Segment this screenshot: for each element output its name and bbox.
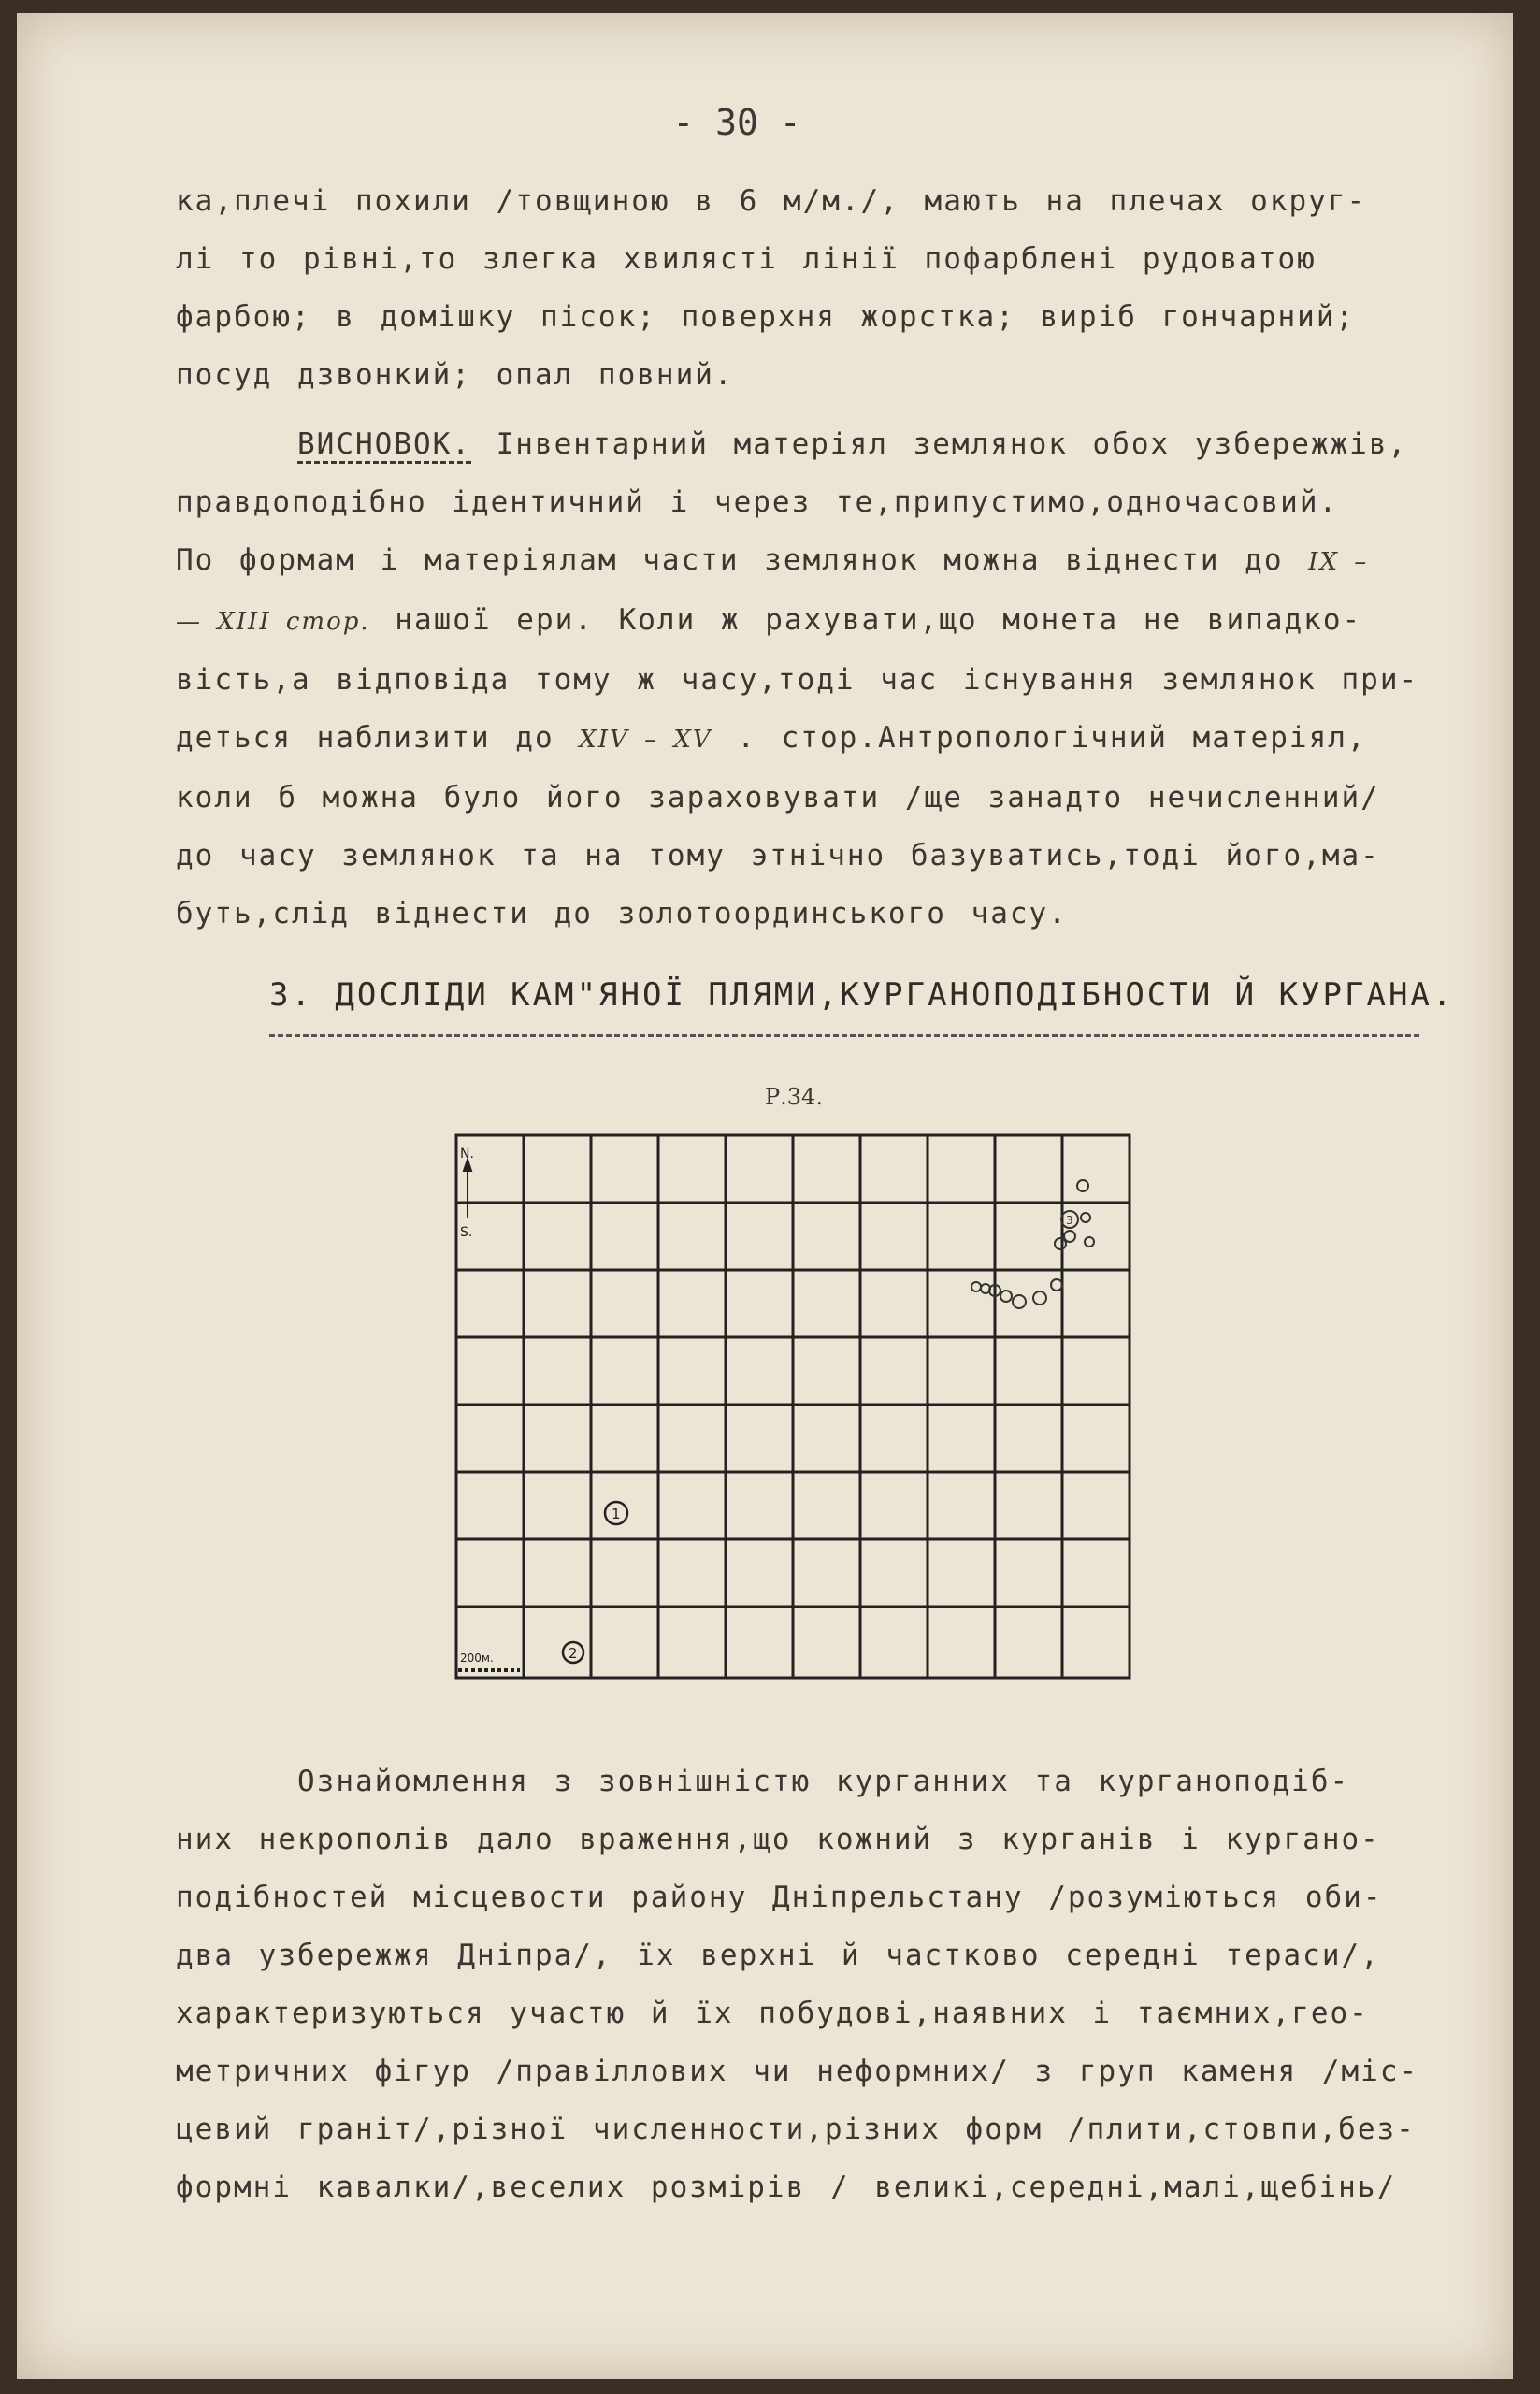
page-number: - 30 - xyxy=(672,102,801,143)
text-line: формні кавалки/,веселих розмірів / великі,середні,малі,щебінь/ xyxy=(176,2170,1397,2204)
figure-label: Р.34. xyxy=(765,1084,823,1110)
text-fragment: деться наблизити до xyxy=(176,721,580,755)
text-fragment: По формам і матеріялам части землянок можна віднести до xyxy=(176,543,1309,577)
marker-3-label: 3 xyxy=(1066,1214,1073,1227)
marker-2 xyxy=(563,1642,583,1663)
text-line: фарбою; в домішку пісок; поверхня жорстка; виріб гончарний; xyxy=(176,300,1356,334)
text-line: коли б можна було його зараховувати /ще занадто нечисленний/ xyxy=(176,781,1380,815)
paragraph-continuation xyxy=(176,172,1466,404)
text-line: посуд дзвонкий; опал повний. xyxy=(176,358,734,392)
text-line: до часу землянок та на тому этнічно базуватись,тоді його,ма- xyxy=(176,839,1380,873)
handwritten-note: — ХІІІ стор. xyxy=(176,608,370,636)
text-fragment: нашої ери. Коли ж рахувати,що монета не випадко- xyxy=(369,603,1362,637)
marker-3 xyxy=(1061,1211,1078,1228)
section-heading: 3. ДОСЛІДИ КАМ"ЯНОЇ ПЛЯМИ,КУРГАНОПОДІБНОСТИ Й КУРГАНА. xyxy=(269,976,1455,1014)
south-label: S. xyxy=(460,1225,473,1240)
marker-1 xyxy=(605,1502,627,1524)
stone-cluster xyxy=(971,1180,1094,1308)
text-line: вість,а відповіда тому ж часу,тоді час існування землянок при- xyxy=(176,663,1419,697)
text-line: Ознайомлення з зовнішністю курганних та курганоподіб- xyxy=(297,1765,1350,1798)
handwritten-note: ІХ – xyxy=(1308,548,1369,576)
heading-underline xyxy=(269,1034,1419,1037)
text-line: правдоподібно ідентичний і через те,припустимо,одночасовий. xyxy=(176,485,1339,519)
conclusion-paragraph xyxy=(176,415,1466,943)
text-line: ка,плечі похили /товщиною в 6 м/м./, мають на плечах округ- xyxy=(176,184,1367,218)
text-line: них некрополів дало враження,що кожний з курганів і кургано- xyxy=(176,1823,1380,1856)
marker-1-label: 1 xyxy=(612,1506,621,1522)
handwritten-note: XIV – XV xyxy=(579,726,712,754)
conclusion-label: ВИСНОВОК. xyxy=(297,427,471,464)
text-fragment: . стор.Антропологічний матеріял, xyxy=(712,721,1367,755)
text-line: два узбережжя Дніпра/, їх верхні й частково середні тераси/, xyxy=(176,1939,1380,1972)
text-line: подібностей місцевости району Дніпрельстану /розуміються оби- xyxy=(176,1881,1383,1914)
text-line: характеризуються участю й їх побудові,наявних і таємних,гео- xyxy=(176,1997,1369,2030)
text-line: цевий граніт/,різної численности,різних форм /плити,стовпи,без- xyxy=(176,2113,1416,2146)
grid xyxy=(456,1135,1130,1678)
marker-2-label: 2 xyxy=(569,1645,578,1662)
paragraph-kurgans xyxy=(176,1752,1466,2216)
north-south-arrow-icon xyxy=(464,1160,471,1218)
north-label: N. xyxy=(460,1147,474,1161)
document-page xyxy=(17,13,1513,2379)
text-line: лі то рівні,то злегка хвилясті лінії пофарблені рудоватою xyxy=(176,242,1317,276)
site-grid-map xyxy=(438,1117,1148,1696)
scale-label: 200м. xyxy=(460,1651,494,1665)
text-line: буть,слід віднести до золотоординського часу. xyxy=(176,897,1068,930)
text-fragment: Інвентарний матеріял землянок обох узбережжів, xyxy=(470,427,1408,461)
text-line: метричних фігур /правіллових чи неформних/ з груп каменя /міс- xyxy=(176,2055,1419,2088)
